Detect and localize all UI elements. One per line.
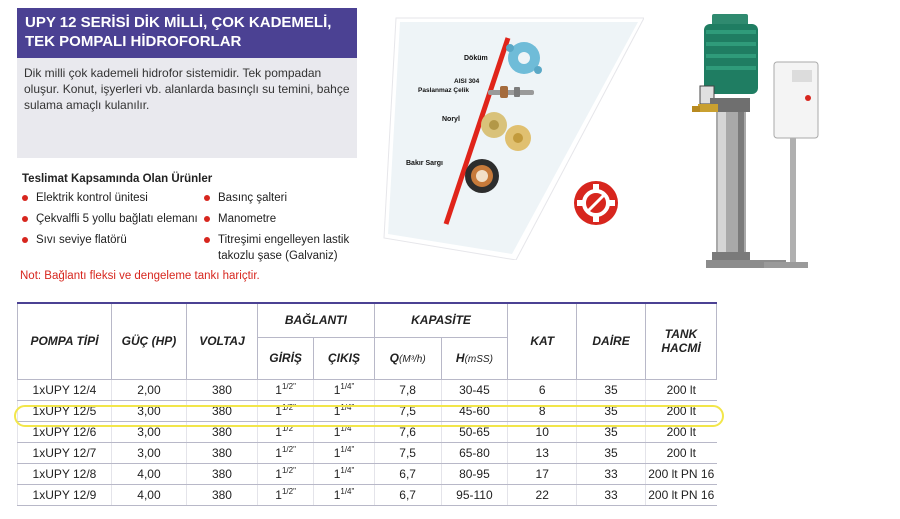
header-q: Q(M³/h) — [374, 337, 441, 379]
intro-text: Dik milli çok kademeli hidrofor sistemidir. Tek pompadan oluşur. Konut, işyerleri vb. alanlarda basınçlı su temini, bahçe sulama amaçlı kulanılır. — [24, 66, 350, 112]
cell-kat: 8 — [508, 400, 577, 421]
cell-cikis: $1^{1/4"}$ — [314, 484, 375, 505]
cell-guc: 2,00 — [111, 379, 186, 400]
list-item: Manometre — [202, 211, 362, 227]
cell-guc: 4,00 — [111, 463, 186, 484]
cell-pompa: 1xUPY 12/5 — [18, 400, 112, 421]
cell-kat: 17 — [508, 463, 577, 484]
cell-pompa: 1xUPY 12/6 — [18, 421, 112, 442]
delivery-title: Teslimat Kapsamında Olan Ürünler — [22, 173, 213, 185]
cell-h: 45-60 — [441, 400, 508, 421]
table-row — [18, 442, 717, 463]
label-bakir: Bakır Sargı — [406, 160, 443, 167]
header-kat: KAT — [508, 303, 577, 379]
bullet-icon — [204, 216, 210, 222]
cell-h: 50-65 — [441, 421, 508, 442]
header-kapasite: KAPASİTE — [374, 303, 508, 337]
cell-voltaj: 380 — [187, 400, 258, 421]
cell-voltaj: 380 — [187, 379, 258, 400]
cell-daire: 35 — [577, 400, 646, 421]
list-item: Basınç şalteri — [202, 190, 362, 206]
cell-tank: 200 lt PN 16 — [645, 484, 716, 505]
list-item: Elektrik kontrol ünitesi — [20, 190, 210, 206]
header-daire: DAİRE — [577, 303, 646, 379]
cell-kat: 6 — [508, 379, 577, 400]
cell-cikis: $1^{1/4"}$ — [314, 442, 375, 463]
cell-kat: 13 — [508, 442, 577, 463]
cell-kat: 10 — [508, 421, 577, 442]
specs-table-body — [18, 379, 717, 505]
header-tank: TANK HACMİ — [645, 303, 716, 379]
cell-cikis: $1^{1/4"}$ — [314, 379, 375, 400]
bullet-icon — [22, 216, 28, 222]
label-noryl: Noryl — [442, 116, 460, 123]
cell-tank: 200 lt — [645, 400, 716, 421]
page-title — [17, 8, 357, 58]
header-guc: GÜÇ (HP) — [111, 303, 186, 379]
specs-table-container — [17, 302, 717, 506]
cell-q: 7,5 — [374, 400, 441, 421]
cell-q: 6,7 — [374, 463, 441, 484]
cell-h: 30-45 — [441, 379, 508, 400]
cell-voltaj: 380 — [187, 442, 258, 463]
materials-graphic — [376, 8, 644, 260]
list-item: Titreşimi engelleyen lastik takozlu şase (Galvaniz) — [202, 232, 362, 264]
cell-daire: 35 — [577, 421, 646, 442]
cell-guc: 3,00 — [111, 421, 186, 442]
cell-daire: 33 — [577, 463, 646, 484]
cell-kat: 22 — [508, 484, 577, 505]
cell-giris: $1^{1/2"}$ — [257, 442, 313, 463]
header-baglanti: BAĞLANTI — [257, 303, 374, 337]
label-aisi: AISI 304 — [454, 78, 480, 85]
table-row — [18, 484, 717, 505]
cell-h: 95-110 — [441, 484, 508, 505]
gear-wrench-icon — [574, 181, 618, 225]
label-paslanmaz: Paslanmaz Çelik — [418, 87, 469, 94]
cell-voltaj: 380 — [187, 421, 258, 442]
delivery-list-left — [20, 190, 210, 253]
cell-pompa: 1xUPY 12/4 — [18, 379, 112, 400]
header-cikis: ÇIKIŞ — [314, 337, 375, 379]
title-line-1: UPY 12 SERİSİ DİK MİLLİ, ÇOK KADEMELİ, — [25, 14, 332, 31]
cell-daire: 33 — [577, 484, 646, 505]
header-giris: GİRİŞ — [257, 337, 313, 379]
list-item: Sıvı seviye flatörü — [20, 232, 210, 248]
cell-daire: 35 — [577, 379, 646, 400]
cell-h: 80-95 — [441, 463, 508, 484]
cell-tank: 200 lt — [645, 421, 716, 442]
cell-cikis: $1^{1/4"}$ — [314, 400, 375, 421]
copper-coil-icon — [465, 159, 499, 193]
cell-cikis: $1^{1/4"}$ — [314, 421, 375, 442]
cell-q: 7,8 — [374, 379, 441, 400]
bullet-icon — [22, 195, 28, 201]
delivery-list-right — [202, 190, 362, 269]
cell-tank: 200 lt — [645, 379, 716, 400]
cell-giris: $1^{1/2"}$ — [257, 463, 313, 484]
cell-guc: 4,00 — [111, 484, 186, 505]
cell-giris: $1^{1/2"}$ — [257, 400, 313, 421]
cell-cikis: $1^{1/4"}$ — [314, 463, 375, 484]
cell-q: 7,5 — [374, 442, 441, 463]
cell-h: 65-80 — [441, 442, 508, 463]
specs-table — [17, 302, 717, 506]
cell-pompa: 1xUPY 12/9 — [18, 484, 112, 505]
materials-illustration — [376, 8, 644, 260]
table-row — [18, 379, 717, 400]
cell-tank: 200 lt — [645, 442, 716, 463]
bullet-icon — [204, 195, 210, 201]
cell-q: 6,7 — [374, 484, 441, 505]
product-image — [680, 8, 830, 286]
cell-giris: $1^{1/2"}$ — [257, 484, 313, 505]
cell-voltaj: 380 — [187, 463, 258, 484]
list-item: Çekvalfli 5 yollu bağlatı elemanı — [20, 211, 210, 227]
cell-guc: 3,00 — [111, 442, 186, 463]
cell-giris: $1^{1/2"}$ — [257, 379, 313, 400]
label-doku: Döküm — [464, 55, 488, 62]
cell-pompa: 1xUPY 12/7 — [18, 442, 112, 463]
table-row — [18, 463, 717, 484]
cell-giris: $1^{1/2"}$ — [257, 421, 313, 442]
title-line-2: TEK POMPALI HİDROFORLAR — [25, 33, 242, 50]
cell-daire: 35 — [577, 442, 646, 463]
cell-voltaj: 380 — [187, 484, 258, 505]
cell-guc: 3,00 — [111, 400, 186, 421]
cell-pompa: 1xUPY 12/8 — [18, 463, 112, 484]
bullet-icon — [204, 237, 210, 243]
bullet-icon — [22, 237, 28, 243]
header-h: H(mSS) — [441, 337, 508, 379]
note-text: Not: Bağlantı fleksi ve dengeleme tankı hariçtir. — [20, 270, 260, 282]
cell-tank: 200 lt PN 16 — [645, 463, 716, 484]
header-pompa-tipi: POMPA TİPİ — [18, 303, 112, 379]
pump-graphic — [680, 8, 830, 286]
cell-q: 7,6 — [374, 421, 441, 442]
header-voltaj: VOLTAJ — [187, 303, 258, 379]
highlighted-row-outline — [14, 405, 724, 427]
